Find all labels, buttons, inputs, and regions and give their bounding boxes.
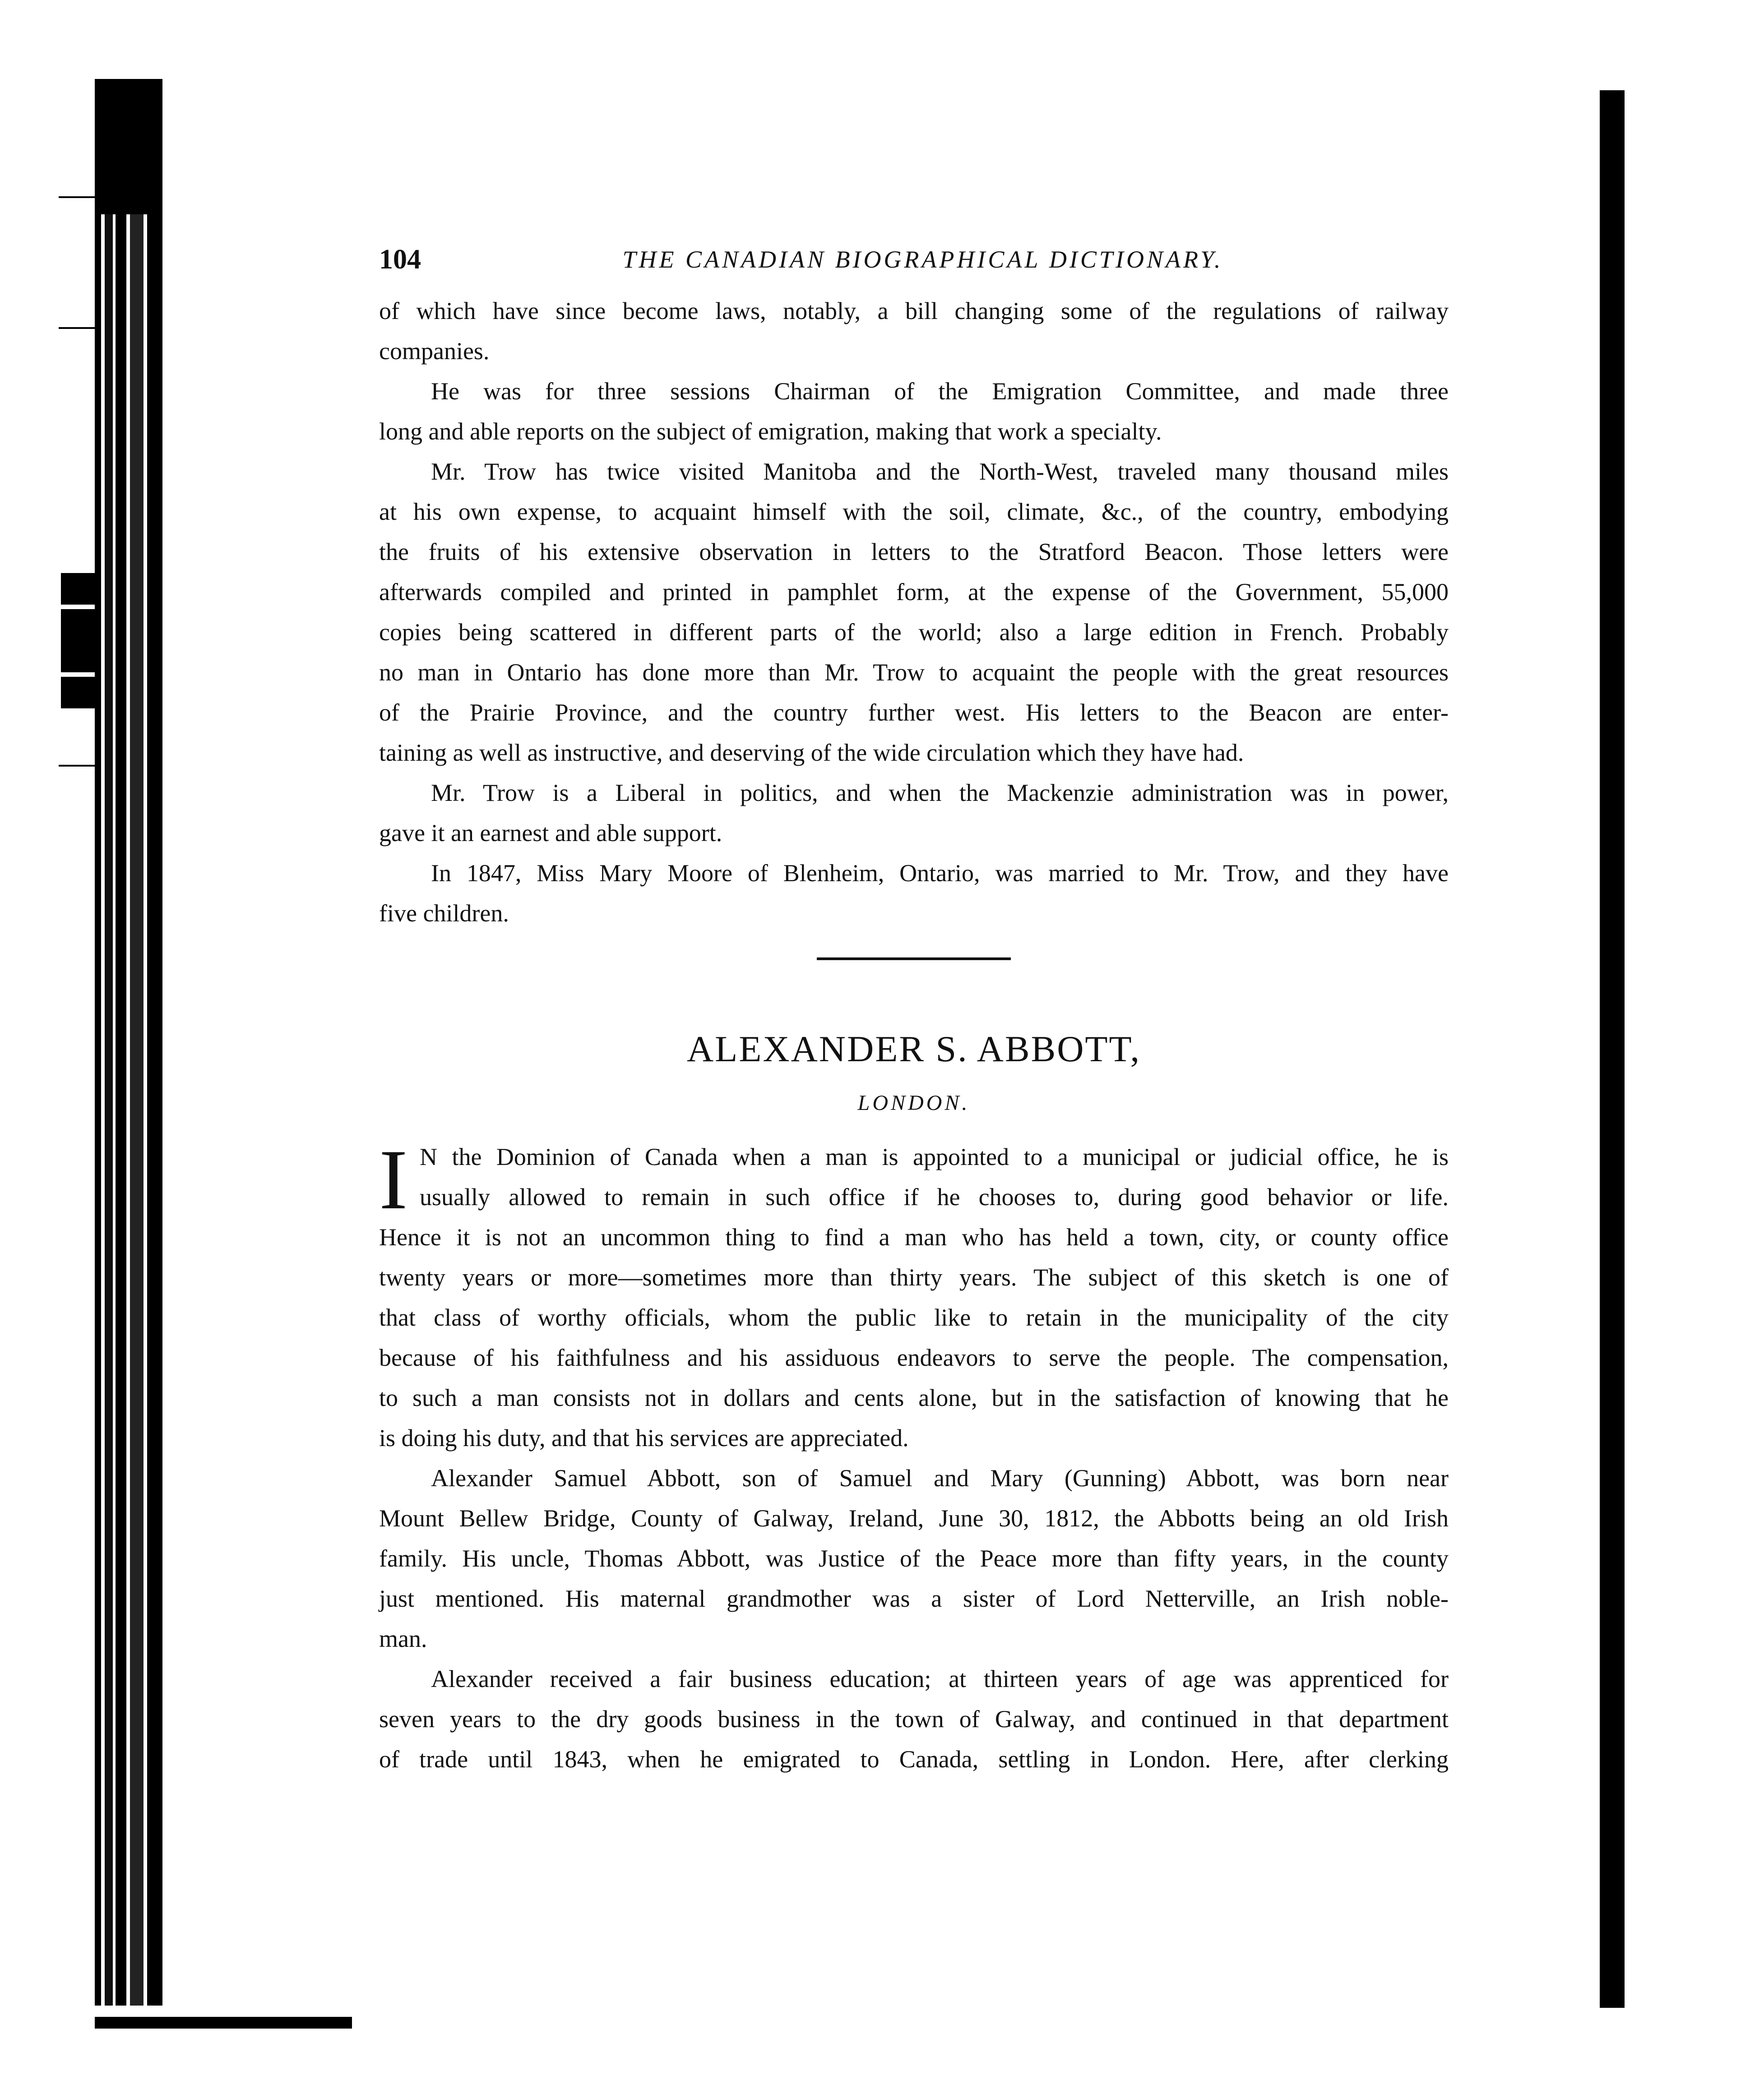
text-line: is doing his duty, and that his services are appreciated. <box>379 1424 909 1451</box>
drop-cap: I <box>379 1133 408 1227</box>
scan-right-edge <box>1600 90 1625 2008</box>
text-line: Mount Bellew Bridge, County of Galway, Ireland, June 30, 1812, the Abbotts being an old Irish <box>379 1505 1449 1532</box>
text-line: afterwards compiled and printed in pamphlet form, at the expense of the Government, 55,000 <box>379 578 1449 606</box>
text-line: no man in Ontario has done more than Mr. Trow to acquaint the people with the great resources <box>379 659 1449 686</box>
biography-place: LONDON. <box>857 1091 970 1115</box>
text-line: of the Prairie Province, and the country further west. His letters to the Beacon are enter- <box>379 699 1449 726</box>
text-line: gave it an earnest and able support. <box>379 819 722 846</box>
text-line: Mr. Trow has twice visited Manitoba and the North-West, traveled many thousand miles <box>431 458 1449 485</box>
running-title: THE CANADIAN BIOGRAPHICAL DICTIONARY. <box>622 246 1223 273</box>
text-line: of trade until 1843, when he emigrated to Canada, settling in London. Here, after clerking <box>379 1746 1449 1773</box>
biography-heading: ALEXANDER S. ABBOTT, <box>686 1028 1141 1069</box>
text-line: long and able reports on the subject of emigration, making that work a specialty. <box>379 418 1162 445</box>
text-line: that class of worthy officials, whom the public like to retain in the municipality of the city <box>379 1304 1449 1331</box>
scan-block <box>61 641 97 672</box>
page-header <box>379 244 1449 289</box>
page-number: 104 <box>379 244 421 275</box>
trow-biography <box>379 291 1449 934</box>
text-line: Hence it is not an uncommon thing to find a man who has held a town, city, or county office <box>379 1224 1449 1251</box>
text-line: family. His uncle, Thomas Abbott, was Justice of the Peace more than fifty years, in the county <box>379 1545 1449 1572</box>
scan-block <box>61 609 97 641</box>
text-line: twenty years or more—sometimes more than thirty years. The subject of this sketch is one of <box>379 1264 1449 1291</box>
text-line: five children. <box>379 900 509 927</box>
scan-block <box>61 677 97 708</box>
text-line: Mr. Trow is a Liberal in politics, and when the Mackenzie administration was in power, <box>431 779 1449 806</box>
scan-binding-edge <box>95 79 162 2006</box>
text-line: companies. <box>379 337 490 365</box>
abbott-biography <box>379 1133 1449 1780</box>
text-line: at his own expense, to acquaint himself with the soil, climate, &c., of the country, embodying <box>379 498 1449 525</box>
scan-binding-top <box>95 79 162 214</box>
text-line: man. <box>379 1625 427 1652</box>
scan-tick <box>59 327 95 329</box>
text-line: He was for three sessions Chairman of the Emigration Committee, and made three <box>431 378 1449 405</box>
text-line: of which have since become laws, notably, a bill changing some of the regulations of railway <box>379 297 1449 324</box>
text-line: Alexander Samuel Abbott, son of Samuel and Mary (Gunning) Abbott, was born near <box>431 1465 1449 1492</box>
text-line: N the Dominion of Canada when a man is appointed to a municipal or judicial office, he is <box>420 1143 1449 1170</box>
text-line: because of his faithfulness and his assiduous endeavors to serve the people. The compensation, <box>379 1344 1449 1371</box>
text-line: In 1847, Miss Mary Moore of Blenheim, Ontario, was married to Mr. Trow, and they have <box>431 860 1449 887</box>
text-line: Alexander received a fair business education; at thirteen years of age was apprenticed for <box>431 1665 1449 1692</box>
scan-foot-bar <box>95 2017 352 2029</box>
scan-tick <box>59 196 95 198</box>
section-divider <box>817 957 1011 960</box>
scan-tick <box>59 765 95 767</box>
text-line: seven years to the dry goods business in the town of Galway, and continued in that department <box>379 1706 1449 1733</box>
text-line: taining as well as instructive, and deserving of the wide circulation which they have had. <box>379 739 1244 766</box>
text-line: copies being scattered in different parts of the world; also a large edition in French. Probably <box>379 619 1449 646</box>
text-line: the fruits of his extensive observation in letters to the Stratford Beacon. Those letters were <box>379 538 1449 565</box>
text-line: to such a man consists not in dollars and cents alone, but in the satisfaction of knowing that he <box>379 1384 1449 1411</box>
scan-block <box>61 573 97 605</box>
text-line: usually allowed to remain in such office if he chooses to, during good behavior or life. <box>420 1183 1449 1211</box>
text-line: just mentioned. His maternal grandmother was a sister of Lord Netterville, an Irish noble- <box>379 1585 1449 1612</box>
